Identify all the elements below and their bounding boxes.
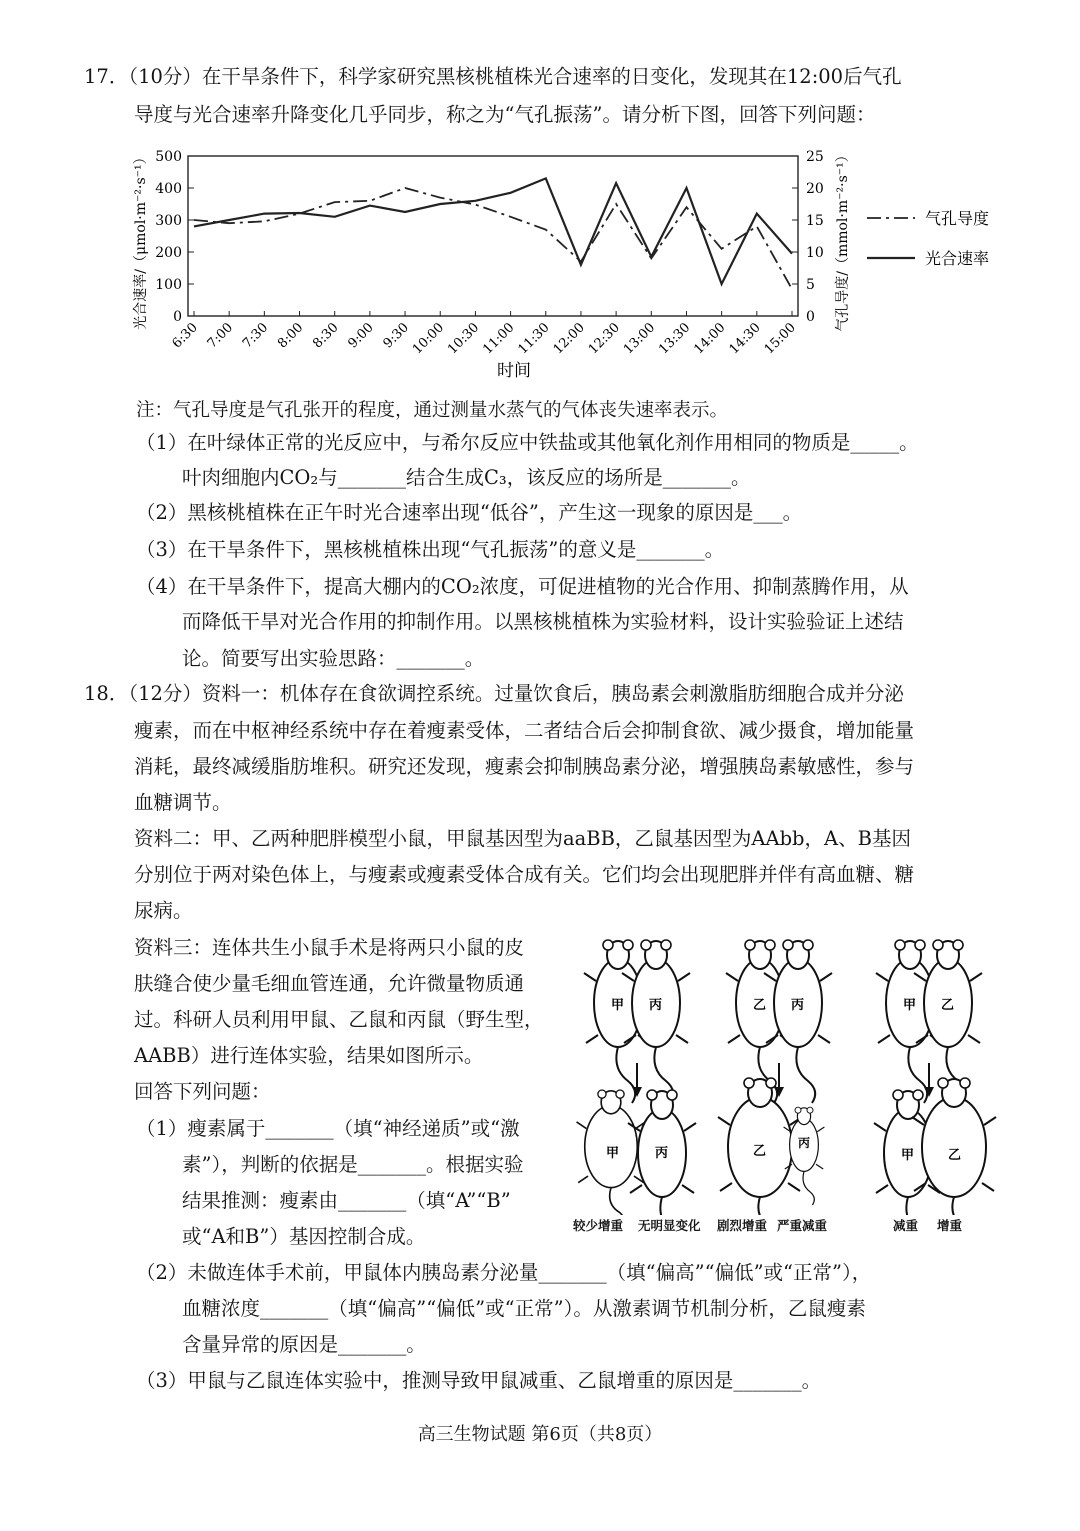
x-axis-ticks (170, 311, 799, 357)
left-tick-label: 300 (155, 213, 182, 229)
q18-sub3: （3）甲鼠与乙鼠连体实验中，推测导致甲鼠减重、乙鼠增重的原因是_______。 (136, 1369, 822, 1392)
q18-material3-line4: AABB）进行连体实验，结果如图所示。 (134, 1044, 484, 1067)
pair1-right-result: 无明显变化 (638, 1218, 701, 1233)
right-tick-label: 15 (806, 213, 824, 229)
q17-sub4-line2: 而降低干旱对光合作用的抑制作用。以黑核桃植株为实验材料，设计实验验证上述结 (182, 610, 904, 633)
chart-legend (867, 209, 989, 268)
chart-axes (188, 156, 798, 316)
q18-sub1-line2: 素”），判断的依据是_______。根据实验 (182, 1153, 524, 1176)
x-tick-label: 9:00 (345, 320, 377, 352)
pair2-before-left-label: 乙 (753, 998, 767, 1013)
q18-material3-line1: 资料三：连体共生小鼠手术是将两只小鼠的皮 (134, 936, 525, 959)
x-tick-label: 9:30 (380, 320, 412, 352)
q18-material3-line3: 过。科研人员利用甲鼠、乙鼠和丙鼠（野生型， (134, 1008, 544, 1031)
q18-material3-line2: 肤缝合使少量毛细血管连通，允许微量物质通 (134, 972, 525, 995)
pair3-left-result: 减重 (893, 1218, 919, 1233)
x-tick-label: 6:30 (169, 320, 201, 352)
pair2-after (718, 1078, 824, 1215)
stomatal-conductance-line (194, 188, 792, 289)
left-tick-label: 0 (173, 309, 182, 325)
pair3-after-left-label: 甲 (901, 1148, 915, 1163)
q18-material1-line4: 血糖调节。 (134, 791, 232, 814)
x-tick-label: 13:30 (656, 320, 694, 358)
q18-sub1-line1: （1）瘦素属于_______（填“神经递质”或“激 (136, 1117, 520, 1140)
left-tick-label: 400 (155, 181, 182, 197)
q18-sub1-line4: 或“A和B”）基因控制合成。 (182, 1225, 426, 1248)
pair1-before-right-label: 丙 (649, 998, 663, 1013)
q18-material2-line3: 尿病。 (134, 899, 193, 922)
pair2-left-result: 剧烈增重 (717, 1218, 768, 1233)
q17-stem-line2: 导度与光合速率升降变化几乎同步，称之为“气孔振荡”。请分析下图，回答下列问题： (134, 103, 876, 126)
pair2-before-right-label: 丙 (791, 998, 805, 1013)
x-tick-label: 8:30 (310, 320, 342, 352)
q18-sub2-line3: 含量异常的原因是_______。 (182, 1333, 426, 1356)
pair3-before-left-label: 甲 (903, 998, 917, 1013)
q17-sub3: （3）在干旱条件下，黑核桃植株出现“气孔振荡”的意义是_______。 (136, 538, 725, 561)
legend-photosynthesis-label: 光合速率 (925, 249, 990, 268)
pair1-left-result: 较少增重 (573, 1218, 624, 1233)
left-axis-label: 光合速率/（μmol·m⁻²·s⁻¹） (133, 150, 149, 330)
q17-chart (125, 140, 1025, 390)
q18-material1-line1: 18．（12分）资料一：机体存在食欲调控系统。过量饮食后，胰岛素会刺激脂肪细胞合成并分泌 (84, 682, 904, 705)
pair1-before-left-label: 甲 (611, 998, 625, 1013)
q17-sub2: （2）黑核桃植株在正午时光合速率出现“低谷”，产生这一现象的原因是___。 (136, 501, 803, 524)
q18-sub1-line3: 结果推测：瘦素由_______（填“A”“B” (182, 1189, 511, 1212)
q17-sub1-line1: （1）在叶绿体正常的光反应中，与希尔反应中铁盐或其他氧化剂作用相同的物质是_____。 (136, 431, 919, 454)
pair3-right-result: 增重 (937, 1218, 963, 1233)
x-tick-label: 11:30 (515, 320, 553, 358)
q17-sub4-line3: 论。简要写出实验思路：_______。 (182, 647, 485, 670)
x-tick-label: 8:00 (275, 320, 307, 352)
q18-material1-line3: 消耗，最终减缓脂肪堆积。研究还发现，瘦素会抑制胰岛素分泌，增强胰岛素敏感性，参与 (134, 755, 915, 778)
pair3-before-right-label: 乙 (941, 998, 955, 1013)
x-tick-label: 11:00 (480, 320, 518, 358)
pair3-after (874, 1078, 996, 1215)
right-axis-label: 气孔导度/（mmol·m⁻²·s⁻¹） (835, 148, 851, 332)
page-footer: 高三生物试题 第6页（共8页） (417, 1424, 663, 1445)
x-tick-label: 12:30 (585, 320, 623, 358)
pair2-right-result: 严重减重 (777, 1218, 828, 1233)
pair2-after-left-label: 乙 (753, 1144, 767, 1159)
x-tick-label: 15:00 (761, 320, 799, 358)
right-tick-label: 10 (806, 245, 824, 261)
q17-sub4-line1: （4）在干旱条件下，提高大棚内的CO₂浓度，可促进植物的光合作用、抑制蒸腾作用，从 (136, 575, 909, 598)
q18-material2-line2: 分别位于两对染色体上，与瘦素或瘦素受体合成有关。它们均会出现肥胖并伴有高血糖、糖 (134, 863, 915, 886)
right-tick-label: 25 (806, 149, 824, 165)
q17-sub1-line2: 叶肉细胞内CO₂与_______结合生成C₃，该反应的场所是_______。 (182, 466, 751, 489)
plot-frame (188, 156, 798, 316)
right-axis-ticks (792, 149, 824, 325)
x-tick-label: 13:00 (621, 320, 659, 358)
parabiosis-figure (570, 935, 1010, 1215)
right-tick-label: 5 (806, 277, 815, 293)
q17-stem-line1: 17．（10分）在干旱条件下，科学家研究黑核桃植株光合速率的日变化，发现其在12:00后气孔 (84, 65, 902, 88)
pair2-after-right-label: 丙 (798, 1136, 811, 1150)
right-tick-label: 20 (806, 181, 824, 197)
pair1-after (577, 1090, 696, 1215)
x-tick-label: 12:00 (550, 320, 588, 358)
x-tick-label: 14:00 (691, 320, 729, 358)
q18-material2-line1: 资料二：甲、乙两种肥胖模型小鼠，甲鼠基因型为aaBB，乙鼠基因型为AAbb，A、B基因 (134, 827, 911, 850)
q18-sub2-line2: 血糖浓度_______（填“偏高”“偏低”或“正常”）。从激素调节机制分析，乙鼠瘦素 (182, 1297, 866, 1320)
photosynthesis-rate-line (194, 178, 792, 284)
left-tick-label: 100 (155, 277, 182, 293)
q18-ask: 回答下列问题： (134, 1080, 271, 1103)
left-tick-label: 500 (155, 149, 182, 165)
q18-material1-line2: 瘦素，而在中枢神经系统中存在着瘦素受体，二者结合后会抑制食欲、减少摄食，增加能量 (134, 719, 915, 742)
right-tick-label: 0 (806, 309, 815, 325)
pair1-after-right-label: 丙 (655, 1146, 669, 1161)
x-tick-label: 10:00 (409, 320, 448, 358)
x-tick-label: 7:30 (239, 320, 272, 352)
x-tick-label: 14:30 (726, 320, 764, 358)
q17-note: 注：气孔导度是气孔张开的程度，通过测量水蒸气的气体丧失速率表示。 (136, 400, 729, 421)
legend-stomatal-label: 气孔导度 (925, 209, 990, 228)
pair1-after-left-label: 甲 (606, 1146, 620, 1161)
pair3-after-right-label: 乙 (948, 1148, 962, 1163)
x-tick-label: 7:00 (204, 320, 237, 352)
left-tick-label: 200 (155, 245, 182, 261)
x-axis-label: 时间 (497, 361, 531, 381)
x-tick-label: 10:30 (445, 320, 483, 358)
q18-sub2-line1: （2）未做连体手术前，甲鼠体内胰岛素分泌量_______（填“偏高”“偏低”或“正常”）， (136, 1261, 872, 1284)
